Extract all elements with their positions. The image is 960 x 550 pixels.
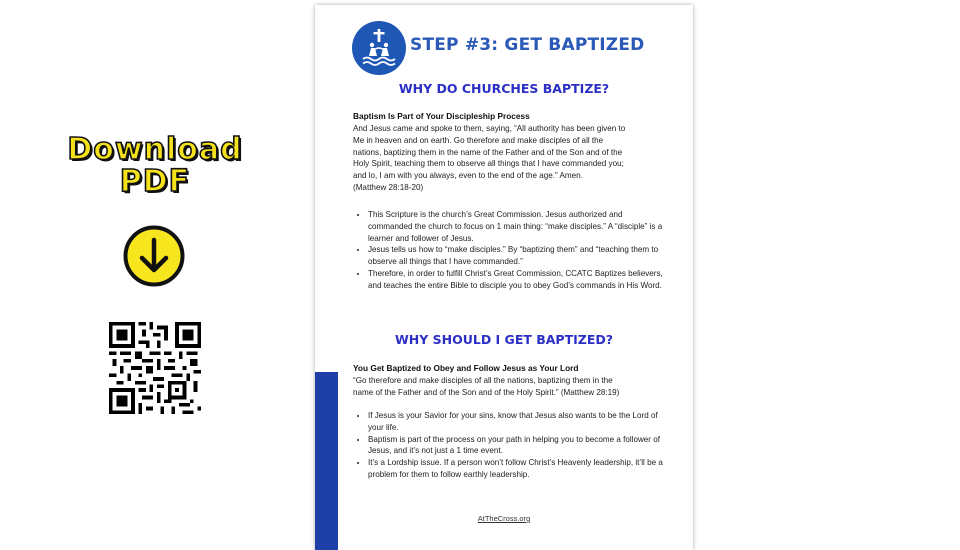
page-title: STEP #3: GET BAPTIZED [410,35,645,55]
list-item: • If Jesus is your Savior for your sins, know that Jesus also wants to be the Lord of your life. [368,410,668,434]
baptism-logo-icon [352,21,406,75]
list-item: • This Scripture is the church’s Great Commission. Jesus authorized and commanded the church to focus on 1 main thing: “make disciples.” A “disciple” is a learner and follower of Jesus. [368,209,668,244]
section1-bullet-list [353,209,668,292]
website-link[interactable]: AtTheCross.org [477,514,531,523]
side-accent-bar [315,372,338,550]
section2-heading: WHY SHOULD I GET BAPTIZED? [394,332,614,347]
list-item: • Therefore, in order to fulfill Christ’s Great Commission, CCATC Baptizes believers, and teaches the entire Bible to disciple you to obey God’s commands in His Word. [368,268,668,292]
download-arrow-icon[interactable] [123,225,185,287]
section1-subheading: Baptism Is Part of Your Discipleship Process [353,111,530,121]
section2-bullet-list [353,410,668,481]
scripture-line: Holy Spirit, teaching them to observe all things that I have commanded you; [353,159,624,169]
list-item: • Baptism is part of the process on your path in helping you to become a follower of Jesus, and it’s not just a 1 time event. [368,434,668,458]
scripture-passage-2 [353,375,663,399]
list-item: • It’s a Lordship issue. If a person won’t follow Christ’s Heavenly leadership, it’ll be a problem for them to follow earthly leadership. [368,457,668,481]
download-label[interactable]: Download [67,132,243,167]
list-item: • Jesus tells us how to “make disciples.” By “baptizing them” and “teaching them to observe all things that I have commanded.” [368,244,668,268]
scripture-line: nations, baptizing them in the name of the Father and of the Son and of the [353,147,623,157]
scripture-line: name of the Father and of the Son and of the Holy Spirit.” (Matthew 28:19) [353,387,620,397]
pdf-label[interactable]: PDF [119,164,191,199]
qr-code-icon [109,322,201,414]
scripture-line: and lo, I am with you always, even to the end of the age.” Amen. [353,171,583,181]
scripture-line: “Go therefore and make disciples of all the nations, baptizing them in the [353,376,613,385]
scripture-reference: (Matthew 28:18-20) [353,182,424,192]
section1-heading: WHY DO CHURCHES BAPTIZE? [398,81,610,96]
scripture-passage [353,123,663,194]
section2-subheading: You Get Baptized to Obey and Follow Jesus as Your Lord [353,363,579,373]
document-page [315,5,693,550]
scripture-line: And Jesus came and spoke to them, saying, “All authority has been given to [353,124,626,133]
scripture-line: Me in heaven and on earth. Go therefore and make disciples of all the [353,135,604,145]
